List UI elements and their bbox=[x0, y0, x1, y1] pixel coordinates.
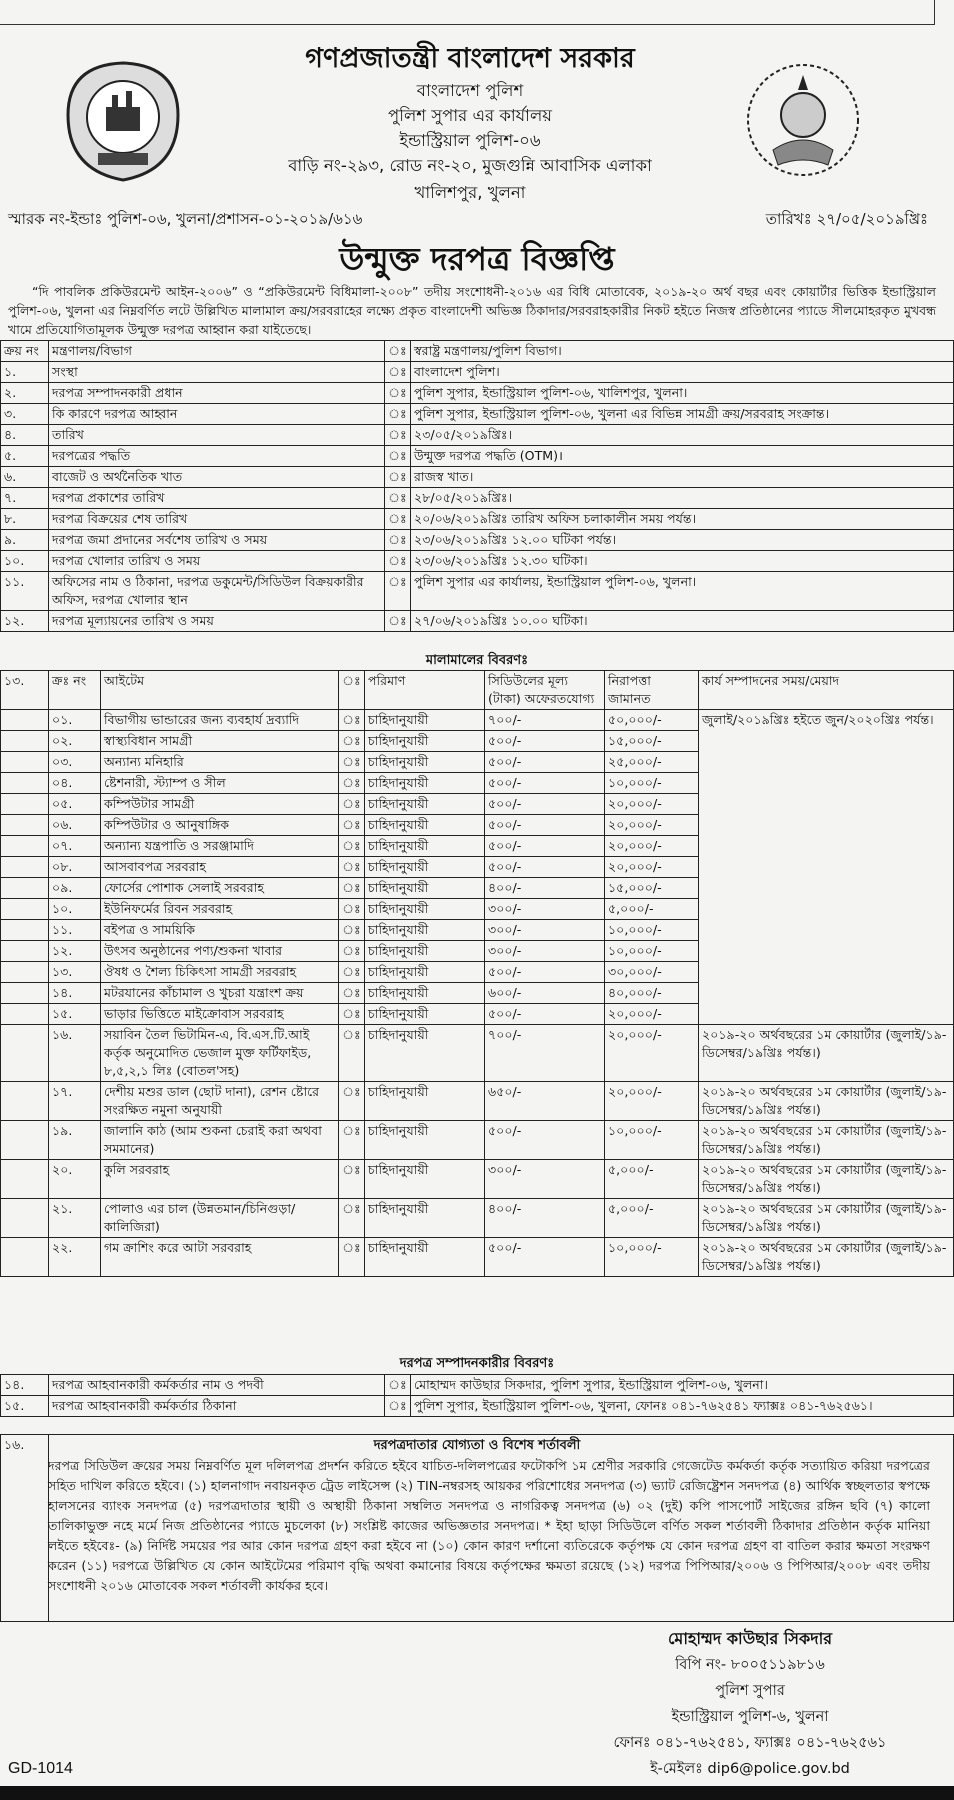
item-quantity: চাহিদানুযায়ী bbox=[365, 773, 485, 794]
item-name: আসবাবপত্র সরবরাহ bbox=[101, 857, 339, 878]
item-quantity: চাহিদানুযায়ী bbox=[365, 836, 485, 857]
goods-table bbox=[0, 670, 954, 1277]
item-security: ১৫,০০০/- bbox=[605, 878, 699, 899]
info-row bbox=[1, 425, 954, 446]
info-row bbox=[1, 551, 954, 572]
item-quantity: চাহিদানুযায়ী bbox=[365, 1121, 485, 1160]
signatory-name: মোহাম্মদ কাউছার সিকদার bbox=[667, 1629, 833, 1648]
row-value: ২৮/০৫/২০১৯খ্রিঃ। bbox=[411, 488, 954, 509]
row-number: ৫. bbox=[1, 446, 49, 467]
row-colon: ঃ bbox=[385, 467, 411, 488]
item-quantity: চাহিদানুযায়ী bbox=[365, 752, 485, 773]
item-name: জালানি কাঠ (আম শুকনা চেরাই করা অথবা সমমানের) bbox=[101, 1121, 339, 1160]
item-name: কুলি সরবরাহ bbox=[101, 1160, 339, 1199]
item-price: ৫০০/- bbox=[485, 815, 605, 836]
item-colon: ঃ bbox=[339, 920, 365, 941]
row-colon: ঃ bbox=[385, 341, 411, 362]
item-price: ৫০০/- bbox=[485, 836, 605, 857]
item-period: ২০১৯-২০ অর্থবছরের ১ম কোয়ার্টার (জুলাই/১৯-ডিসেম্বর/১৯খ্রিঃ পর্যন্ত।) bbox=[699, 1160, 954, 1199]
info-row bbox=[1, 404, 954, 425]
contractor-table bbox=[0, 1374, 954, 1417]
row-value: ২০/০৬/২০১৯খ্রিঃ তারিখ অফিস চলাকালীন সময় পর্যন্ত। bbox=[411, 509, 954, 530]
row-label: দরপত্রের পদ্ধতি bbox=[49, 446, 385, 467]
item-colon: ঃ bbox=[339, 1199, 365, 1238]
item-period: ২০১৯-২০ অর্থবছরের ১ম কোয়ার্টার (জুলাই/১৯-ডিসেম্বর/১৯খ্রিঃ পর্যন্ত।) bbox=[699, 1025, 954, 1082]
row-label: দরপত্র সম্পাদনকারী প্রধান bbox=[49, 383, 385, 404]
row-colon: ঃ bbox=[385, 362, 411, 383]
row-value: রাজস্ব খাত। bbox=[411, 467, 954, 488]
info-row bbox=[1, 341, 954, 362]
row-value: বাংলাদেশ পুলিশ। bbox=[411, 362, 954, 383]
item-quantity: চাহিদানুযায়ী bbox=[365, 983, 485, 1004]
row-value: ২৩/০৬/২০১৯খ্রিঃ ১২.০০ ঘটিকা পর্যন্ত। bbox=[411, 530, 954, 551]
top-border bbox=[0, 0, 935, 25]
row-number: ১. bbox=[1, 362, 49, 383]
intro-paragraph: “দি পাবলিক প্রকিউরমেন্ট আইন-২০০৬” ও “প্রকিউরমেন্ট বিধিমালা-২০০৮” তদীয় সংশোধনী-২০১৬ এর বিধি মোতাবেক, ২০১৯-২০ অর্থ বছর এবং কোয়ার্টার ভিত্তিক ইন্ডাস্ট্রিয়াল পুলিশ-০৬, খুলনা এর নিম্নবর্ণিত লটে উল্লিখিত মালামাল ক্রয়/সরবরাহের লক্ষ্যে প্রকৃত বাংলাদেশী অভিজ্ঞ ঠিকাদার/সরবরাহকারীর নিকট হইতে নিজস্ব প্রতিষ্ঠানের প্যাডে সীলমোহরকৃত মুখবন্ধ খামে প্রতিযোগিতামূলক উন্মুক্ত দরপত্র আহ্বান করা যাইতেছে। bbox=[8, 284, 936, 337]
item-colon: ঃ bbox=[339, 941, 365, 962]
item-price: ৩০০/- bbox=[485, 920, 605, 941]
item-serial: ০১. bbox=[49, 710, 101, 731]
terms-heading: দরপত্রদাতার যোগ্যতা ও বিশেষ শর্তাবলী bbox=[373, 1438, 581, 1453]
item-period: ২০১৯-২০ অর্থবছরের ১ম কোয়ার্টার (জুলাই/১৯-ডিসেম্বর/১৯খ্রিঃ পর্যন্ত।) bbox=[699, 1199, 954, 1238]
item-colon: ঃ bbox=[339, 836, 365, 857]
item-serial: ২১. bbox=[49, 1199, 101, 1238]
item-quantity: চাহিদানুযায়ী bbox=[365, 1160, 485, 1199]
item-colon: ঃ bbox=[339, 1160, 365, 1199]
item-colon: ঃ bbox=[339, 815, 365, 836]
quantity-header: পরিমাণ bbox=[365, 671, 485, 710]
item-security: ৪০,০০০/- bbox=[605, 983, 699, 1004]
item-period: ২০১৯-২০ অর্থবছরের ১ম কোয়ার্টার (জুলাই/১৯-ডিসেম্বর/১৯খ্রিঃ পর্যন্ত।) bbox=[699, 1082, 954, 1121]
item-quantity: চাহিদানুযায়ী bbox=[365, 815, 485, 836]
item-colon: ঃ bbox=[339, 857, 365, 878]
info-row bbox=[1, 509, 954, 530]
item-serial: ১১. bbox=[49, 920, 101, 941]
item-serial: ০৬. bbox=[49, 815, 101, 836]
item-price: ৫০০/- bbox=[485, 1004, 605, 1025]
item-colon: ঃ bbox=[339, 1082, 365, 1121]
goods-row-spacer bbox=[1, 1004, 49, 1025]
item-name: কম্পিউটার ও আনুষাঙ্গিক bbox=[101, 815, 339, 836]
memo-number: স্মারক নং-ইন্ডাঃ পুলিশ-০৬, খুলনা/প্রশাসন-০১-২০১৯/৬১৬ bbox=[8, 210, 363, 228]
item-colon: ঃ bbox=[339, 899, 365, 920]
row-label: বাজেট ও অর্থনৈতিক খাত bbox=[49, 467, 385, 488]
row-label: দরপত্র প্রকাশের তারিখ bbox=[49, 488, 385, 509]
row-colon: ঃ bbox=[385, 572, 411, 611]
row-label: মন্ত্রণালয়/বিভাগ bbox=[49, 341, 385, 362]
office-line: পুলিশ সুপার এর কার্যালয় bbox=[388, 106, 552, 125]
item-serial: ০৪. bbox=[49, 773, 101, 794]
item-security: ১০,০০০/- bbox=[605, 941, 699, 962]
period-header: কার্য সম্পাদনের সময়/মেয়াদ bbox=[699, 671, 954, 710]
row-label: দরপত্র খোলার তারিখ ও সময় bbox=[49, 551, 385, 572]
goods-row-spacer bbox=[1, 1199, 49, 1238]
row-value: ২৩/০৬/২০১৯খ্রিঃ ১২.৩০ ঘটিকা। bbox=[411, 551, 954, 572]
item-serial: ০৩. bbox=[49, 752, 101, 773]
info-row bbox=[1, 383, 954, 404]
goods-row-spacer bbox=[1, 1025, 49, 1082]
item-colon: ঃ bbox=[339, 752, 365, 773]
item-header: আইটেম bbox=[101, 671, 339, 710]
goods-row-spacer bbox=[1, 1082, 49, 1121]
item-serial: ০৫. bbox=[49, 794, 101, 815]
item-price: ৩০০/- bbox=[485, 1160, 605, 1199]
memo-date: তারিখঃ ২৭/০৫/২০১৯খ্রিঃ bbox=[765, 210, 928, 228]
item-price: ৫০০/- bbox=[485, 731, 605, 752]
item-security: ৫,০০০/- bbox=[605, 1160, 699, 1199]
item-colon: ঃ bbox=[339, 1004, 365, 1025]
goods-row bbox=[1, 1160, 954, 1199]
row-label: দরপত্র বিক্রয়ের শেষ তারিখ bbox=[49, 509, 385, 530]
item-security: ১০,০০০/- bbox=[605, 1238, 699, 1277]
item-price: ৪০০/- bbox=[485, 878, 605, 899]
row-colon: ঃ bbox=[385, 551, 411, 572]
item-security: ২০,০০০/- bbox=[605, 794, 699, 815]
shared-period: জুলাই/২০১৯খ্রিঃ হইতে জুন/২০২০খ্রিঃ পর্যন্ত। bbox=[699, 710, 954, 1025]
item-colon: ঃ bbox=[339, 710, 365, 731]
item-quantity: চাহিদানুযায়ী bbox=[365, 710, 485, 731]
bottom-border bbox=[0, 1786, 954, 1800]
row-number: ১০. bbox=[1, 551, 49, 572]
item-serial: ১৬. bbox=[49, 1025, 101, 1082]
item-security: ১০,০০০/- bbox=[605, 920, 699, 941]
item-quantity: চাহিদানুযায়ী bbox=[365, 920, 485, 941]
goods-row bbox=[1, 1121, 954, 1160]
item-security: ৫,০০০/- bbox=[605, 899, 699, 920]
item-colon: ঃ bbox=[339, 731, 365, 752]
goods-row-spacer bbox=[1, 878, 49, 899]
item-security: ২৫,০০০/- bbox=[605, 752, 699, 773]
item-serial: ১৯. bbox=[49, 1121, 101, 1160]
item-quantity: চাহিদানুযায়ী bbox=[365, 1199, 485, 1238]
item-security: ১০,০০০/- bbox=[605, 773, 699, 794]
item-name: মটরযানের কাঁচামাল ও খুচরা যন্ত্রাংশ ক্রয় bbox=[101, 983, 339, 1004]
item-name: ঔষধ ও শৈল্য চিকিৎসা সামগ্রী সরবরাহ bbox=[101, 962, 339, 983]
item-quantity: চাহিদানুযায়ী bbox=[365, 962, 485, 983]
row-number: ক্রয় নং bbox=[1, 341, 49, 362]
goods-row-spacer bbox=[1, 899, 49, 920]
item-period: ২০১৯-২০ অর্থবছরের ১ম কোয়ার্টার (জুলাই/১৯-ডিসেম্বর/১৯খ্রিঃ পর্যন্ত।) bbox=[699, 1238, 954, 1277]
goods-row-spacer bbox=[1, 1160, 49, 1199]
goods-row-spacer bbox=[1, 1238, 49, 1277]
item-colon: ঃ bbox=[339, 962, 365, 983]
item-quantity: চাহিদানুযায়ী bbox=[365, 731, 485, 752]
item-serial: ০২. bbox=[49, 731, 101, 752]
item-price: ৭০০/- bbox=[485, 1025, 605, 1082]
item-security: ৫০,০০০/- bbox=[605, 710, 699, 731]
row-value: মোহাম্মদ কাউছার সিকদার, পুলিশ সুপার, ইন্ডাস্ট্রিয়াল পুলিশ-০৬, খুলনা। bbox=[411, 1375, 954, 1396]
goods-header-row bbox=[1, 671, 954, 710]
goods-row-spacer bbox=[1, 962, 49, 983]
unit-line: ইন্ডাস্ট্রিয়াল পুলিশ-০৬ bbox=[399, 131, 541, 150]
item-serial: ১২. bbox=[49, 941, 101, 962]
item-colon: ঃ bbox=[339, 878, 365, 899]
terms-text: দরপত্র সিডিউল ক্রয়ের সময় নিম্নবর্ণিত মূল দলিলপত্র প্রদর্শন করিতে হইবে যাচিত-দলিলপত্রের ফটোকপি ১ম শ্রেণীর সরকারি গেজেটেড কর্মকর্তা কর্তৃক সত্যায়িত করিয়া দরপত্রের সহিত দাখিল করিতে হইবে। (১) হালনাগাদ নবায়নকৃত ট্রেড লাইসেন্স (২) TIN-নম্বরসহ আয়কর পরিশোধের সনদপত্র (৩) ভ্যাট রেজিষ্ট্রেশন সনদপত্র (৪) আর্থিক স্বচ্ছলতার স্বপক্ষে হালসনের ব্যাংক সনদপত্র (৫) দরপত্রদাতার স্থায়ী ও অস্থায়ী ঠিকানা সম্বলিত সনদপত্র ও নাগরিকত্ব সনদপত্র (৬) ০২ (দুই) কপি পাসপোর্ট সাইজের রঙ্গিন ছবি (৭) কালো তালিকাভুক্ত নহে মর্মে নিজ প্রতিষ্ঠানের প্যাডে মুচলেকা (৮) সংশ্লিষ্ট কাজের অভিজ্ঞতার সনদপত্র। * ইহা ছাড়া সিডিউলে বর্ণিত সকল শর্তাবলী ঠিকাদার প্রতিষ্ঠান কর্তৃক মানিয়া লইতে হইবেঃ- (৯) নির্দিষ্ট সময়ের পর আর কোন দরপত্র গ্রহণ করা হইবে না (১০) কোন কারণ দর্শানো ব্যতিরেকে কর্তৃপক্ষ যে কোন দরপত্র গ্রহণ বা বাতিল করার ক্ষমতা সংরক্ষণ করেন (১১) দরপত্রে উল্লিখিত যে কোন আইটেমের পরিমাণ বৃদ্ধি অথবা কমানোর বিষয়ে কর্তৃপক্ষের ক্ষমতা রয়েছে (১২) দরপত্র পিপিআর/২০০৬ ও পিপিআর/২০০৮ এবং তদীয় সংশোধনী ২০১৬ মোতাবেক সকল শর্তাবলী কার্যকর হবে। bbox=[48, 1458, 930, 1593]
row-colon: ঃ bbox=[385, 383, 411, 404]
item-serial: ১৩. bbox=[49, 962, 101, 983]
row-value: স্বরাষ্ট্র মন্ত্রণালয়/পুলিশ বিভাগ। bbox=[411, 341, 954, 362]
item-price: ৩০০/- bbox=[485, 899, 605, 920]
item-serial: ১৪. bbox=[49, 983, 101, 1004]
item-security: ২০,০০০/- bbox=[605, 836, 699, 857]
notice-title: উন্মুক্ত দরপত্র বিজ্ঞপ্তি bbox=[339, 240, 615, 278]
signatory-unit: ইন্ডাস্ট্রিয়াল পুলিশ-৬, খুলনা bbox=[671, 1709, 829, 1725]
address-line: বাড়ি নং-২৯৩, রোড নং-২০, মুজগুন্নি আবাসিক এলাকা bbox=[288, 156, 652, 175]
info-row bbox=[1, 572, 954, 611]
item-colon: ঃ bbox=[339, 773, 365, 794]
goods-row-spacer bbox=[1, 941, 49, 962]
item-security: ২০,০০০/- bbox=[605, 1004, 699, 1025]
item-serial: ০৭. bbox=[49, 836, 101, 857]
department-line: বাংলাদেশ পুলিশ bbox=[416, 81, 524, 100]
item-quantity: চাহিদানুযায়ী bbox=[365, 1082, 485, 1121]
item-price: ৭০০/- bbox=[485, 710, 605, 731]
item-serial: ১৭. bbox=[49, 1082, 101, 1121]
item-name: ভাড়ার ভিত্তিতে মাইক্রোবাস সরবরাহ bbox=[101, 1004, 339, 1025]
info-row bbox=[1, 530, 954, 551]
item-name: কম্পিউটার সামগ্রী bbox=[101, 794, 339, 815]
item-quantity: চাহিদানুযায়ী bbox=[365, 1238, 485, 1277]
item-serial: ১৫. bbox=[49, 1004, 101, 1025]
item-name: অন্যান্য মনিহারি bbox=[101, 752, 339, 773]
signatory-bp: বিপি নং- ৮০০৫১১৯৮১৬ bbox=[675, 1657, 825, 1673]
goods-section-heading: মালামালের বিবরণঃ bbox=[425, 653, 529, 668]
row-number: ৭. bbox=[1, 488, 49, 509]
item-quantity: চাহিদানুযায়ী bbox=[365, 794, 485, 815]
row-number: ৯. bbox=[1, 530, 49, 551]
item-serial: ০৮. bbox=[49, 857, 101, 878]
item-name: ষ্টেশনারী, স্ট্যাম্প ও সীল bbox=[101, 773, 339, 794]
row-colon: ঃ bbox=[385, 488, 411, 509]
item-security: ২০,০০০/- bbox=[605, 857, 699, 878]
row-colon: ঃ bbox=[385, 530, 411, 551]
row-value: ২৩/০৫/২০১৯খ্রিঃ। bbox=[411, 425, 954, 446]
row-number: ১৫. bbox=[1, 1396, 49, 1417]
security-header: নিরাপত্তা জামানত bbox=[605, 671, 699, 710]
goods-row-spacer bbox=[1, 815, 49, 836]
item-name: দেশীয় মশুর ডাল (ছোট দানা), রেশন ষ্টোরে সংরক্ষিত নমুনা অনুযায়ী bbox=[101, 1082, 339, 1121]
row-label: দরপত্র আহবানকারী কর্মকর্তার ঠিকানা bbox=[49, 1396, 385, 1417]
signatory-details bbox=[560, 1652, 940, 1782]
item-price: ৪০০/- bbox=[485, 1199, 605, 1238]
item-price: ৫০০/- bbox=[485, 857, 605, 878]
row-colon: ঃ bbox=[385, 404, 411, 425]
item-price: ৫০০/- bbox=[485, 794, 605, 815]
item-price: ৬৫০/- bbox=[485, 1082, 605, 1121]
item-colon: ঃ bbox=[339, 1025, 365, 1082]
item-serial: ২০. bbox=[49, 1160, 101, 1199]
row-colon: ঃ bbox=[385, 611, 411, 632]
terms-number: ১৬. bbox=[1, 1435, 49, 1622]
item-price: ৫০০/- bbox=[485, 773, 605, 794]
industrial-police-emblem-icon bbox=[48, 55, 198, 185]
row-label: অফিসের নাম ও ঠিকানা, দরপত্র ডকুমেন্ট/সিডিউল বিক্রয়কারীর অফিস, দরপত্র খোলার স্থান bbox=[49, 572, 385, 611]
bangladesh-government-emblem-icon bbox=[738, 55, 868, 185]
item-quantity: চাহিদানুযায়ী bbox=[365, 857, 485, 878]
item-security: ১০,০০০/- bbox=[605, 1121, 699, 1160]
row-number: ১২. bbox=[1, 611, 49, 632]
row-value: উন্মুক্ত দরপত্র পদ্ধতি (OTM)। bbox=[411, 446, 954, 467]
header-colon: ঃ bbox=[339, 671, 365, 710]
item-name: বইপত্র ও সাময়িকি bbox=[101, 920, 339, 941]
item-serial: ২২. bbox=[49, 1238, 101, 1277]
row-number: ৮. bbox=[1, 509, 49, 530]
area-line: খালিশপুর, খুলনা bbox=[414, 183, 526, 202]
goods-row-spacer bbox=[1, 773, 49, 794]
signatory-email: ই-মেইলঃ dip6@police.gov.bd bbox=[650, 1761, 850, 1777]
item-colon: ঃ bbox=[339, 1238, 365, 1277]
contractor-section-heading: দরপত্র সম্পাদনকারীর বিবরণঃ bbox=[399, 1356, 555, 1371]
row-value: পুলিশ সুপার এর কার্যালয়, ইন্ডাস্ট্রিয়াল পুলিশ-০৬, খুলনা। bbox=[411, 572, 954, 611]
item-name: সয়াবিন তৈল ভিটামিন-এ, বি.এস.টি.আই কর্তৃক অনুমোদিত ভেজাল মুক্ত ফর্টিফাইড, ৮,৫,২,১ লিঃ (বোতল'সহ) bbox=[101, 1025, 339, 1082]
goods-row-spacer bbox=[1, 710, 49, 731]
goods-row-spacer bbox=[1, 983, 49, 1004]
row-value: পুলিশ সুপার, ইন্ডাস্ট্রিয়াল পুলিশ-০৬, খালিশপুর, খুলনা। bbox=[411, 383, 954, 404]
goods-row bbox=[1, 1025, 954, 1082]
row-number: ৩. bbox=[1, 404, 49, 425]
row-value: পুলিশ সুপার, ইন্ডাস্ট্রিয়াল পুলিশ-০৬, খুলনা এর বিভিন্ন সামগ্রী ক্রয়/সরবরাহ সংক্রান্ত। bbox=[411, 404, 954, 425]
price-header: সিডিউলের মূল্য (টাকা) অফেরতযোগ্য bbox=[485, 671, 605, 710]
row-label: সংস্থা bbox=[49, 362, 385, 383]
item-security: ১৫,০০০/- bbox=[605, 731, 699, 752]
info-row bbox=[1, 488, 954, 509]
signatory-phone: ফোনঃ ০৪১-৭৬২৫৪১, ফ্যাক্সঃ ০৪১-৭৬২৫৬১ bbox=[613, 1735, 887, 1751]
row-colon: ঃ bbox=[385, 446, 411, 467]
item-price: ৬০০/- bbox=[485, 983, 605, 1004]
row-value: ২৭/০৬/২০১৯খ্রিঃ ১০.০০ ঘটিকা। bbox=[411, 611, 954, 632]
item-name: উৎসব অনুষ্ঠানের পণ্য/শুকনা খাবার bbox=[101, 941, 339, 962]
item-colon: ঃ bbox=[339, 1121, 365, 1160]
info-row bbox=[1, 446, 954, 467]
row-colon: ঃ bbox=[385, 425, 411, 446]
goods-row bbox=[1, 710, 954, 731]
goods-row bbox=[1, 1082, 954, 1121]
goods-row-spacer bbox=[1, 857, 49, 878]
item-security: ৩০,০০০/- bbox=[605, 962, 699, 983]
row-label: তারিখ bbox=[49, 425, 385, 446]
goods-row-number: ১৩. bbox=[1, 671, 49, 710]
serial-header: ক্রঃ নং bbox=[49, 671, 101, 710]
item-name: ইউনিফর্মের রিবন সরবরাহ bbox=[101, 899, 339, 920]
goods-row-spacer bbox=[1, 836, 49, 857]
row-number: ১১. bbox=[1, 572, 49, 611]
item-serial: ১০. bbox=[49, 899, 101, 920]
row-colon: ঃ bbox=[385, 1375, 411, 1396]
item-price: ৫০০/- bbox=[485, 1121, 605, 1160]
tender-info-table bbox=[0, 340, 954, 632]
item-price: ৩০০/- bbox=[485, 941, 605, 962]
item-serial: ০৯. bbox=[49, 878, 101, 899]
row-value: পুলিশ সুপার, ইন্ডাস্ট্রিয়াল পুলিশ-০৬, খুলনা, ফোনঃ ০৪১-৭৬২৫৪১ ফ্যাক্সঃ ০৪১-৭৬২৫৬১। bbox=[411, 1396, 954, 1417]
row-colon: ঃ bbox=[385, 1396, 411, 1417]
row-label: দরপত্র আহবানকারী কর্মকর্তার নাম ও পদবী bbox=[49, 1375, 385, 1396]
row-number: ২. bbox=[1, 383, 49, 404]
item-name: গম ক্রাশিং করে আটা সরবরাহ bbox=[101, 1238, 339, 1277]
item-name: ফোর্সের পোশাক সেলাই সরবরাহ bbox=[101, 878, 339, 899]
item-security: ৫,০০০/- bbox=[605, 1199, 699, 1238]
row-label: দরপত্র জমা প্রদানের সর্বশেষ তারিখ ও সময় bbox=[49, 530, 385, 551]
gd-code: GD-1014 bbox=[8, 1760, 73, 1777]
info-row bbox=[1, 467, 954, 488]
goods-row-spacer bbox=[1, 920, 49, 941]
item-name: বিভাগীয় ভান্ডারের জন্য ব্যবহার্য দ্রব্যাদি bbox=[101, 710, 339, 731]
item-quantity: চাহিদানুযায়ী bbox=[365, 899, 485, 920]
row-number: ৬. bbox=[1, 467, 49, 488]
info-row bbox=[1, 362, 954, 383]
item-security: ২০,০০০/- bbox=[605, 1082, 699, 1121]
item-quantity: চাহিদানুযায়ী bbox=[365, 1025, 485, 1082]
government-title: গণপ্রজাতন্ত্রী বাংলাদেশ সরকার bbox=[305, 43, 635, 74]
goods-row-spacer bbox=[1, 1121, 49, 1160]
item-price: ৫০০/- bbox=[485, 962, 605, 983]
item-name: অন্যান্য যন্ত্রপাতি ও সরঞ্জামাদি bbox=[101, 836, 339, 857]
goods-row-spacer bbox=[1, 794, 49, 815]
row-number: ১৪. bbox=[1, 1375, 49, 1396]
row-colon: ঃ bbox=[385, 509, 411, 530]
signatory-designation: পুলিশ সুপার bbox=[715, 1683, 785, 1699]
goods-row bbox=[1, 1199, 954, 1238]
item-quantity: চাহিদানুযায়ী bbox=[365, 878, 485, 899]
item-colon: ঃ bbox=[339, 983, 365, 1004]
item-security: ২০,০০০/- bbox=[605, 815, 699, 836]
item-quantity: চাহিদানুযায়ী bbox=[365, 1004, 485, 1025]
goods-row bbox=[1, 1238, 954, 1277]
item-price: ৫০০/- bbox=[485, 752, 605, 773]
item-name: স্বাস্থ্যবিধান সামগ্রী bbox=[101, 731, 339, 752]
row-label: দরপত্র মূল্যায়নের তারিখ ও সময় bbox=[49, 611, 385, 632]
goods-row-spacer bbox=[1, 752, 49, 773]
item-name: পোলাও এর চাল (উন্নতমান/চিনিগুড়া/কালিজিরা) bbox=[101, 1199, 339, 1238]
info-row bbox=[1, 611, 954, 632]
item-period: ২০১৯-২০ অর্থবছরের ১ম কোয়ার্টার (জুলাই/১৯-ডিসেম্বর/১৯খ্রিঃ পর্যন্ত।) bbox=[699, 1121, 954, 1160]
goods-row-spacer bbox=[1, 731, 49, 752]
item-security: ২০,০০০/- bbox=[605, 1025, 699, 1082]
item-colon: ঃ bbox=[339, 794, 365, 815]
item-price: ৫০০/- bbox=[485, 1238, 605, 1277]
row-label: কি কারণে দরপত্র আহ্বান bbox=[49, 404, 385, 425]
row-number: ৪. bbox=[1, 425, 49, 446]
item-quantity: চাহিদানুযায়ী bbox=[365, 941, 485, 962]
